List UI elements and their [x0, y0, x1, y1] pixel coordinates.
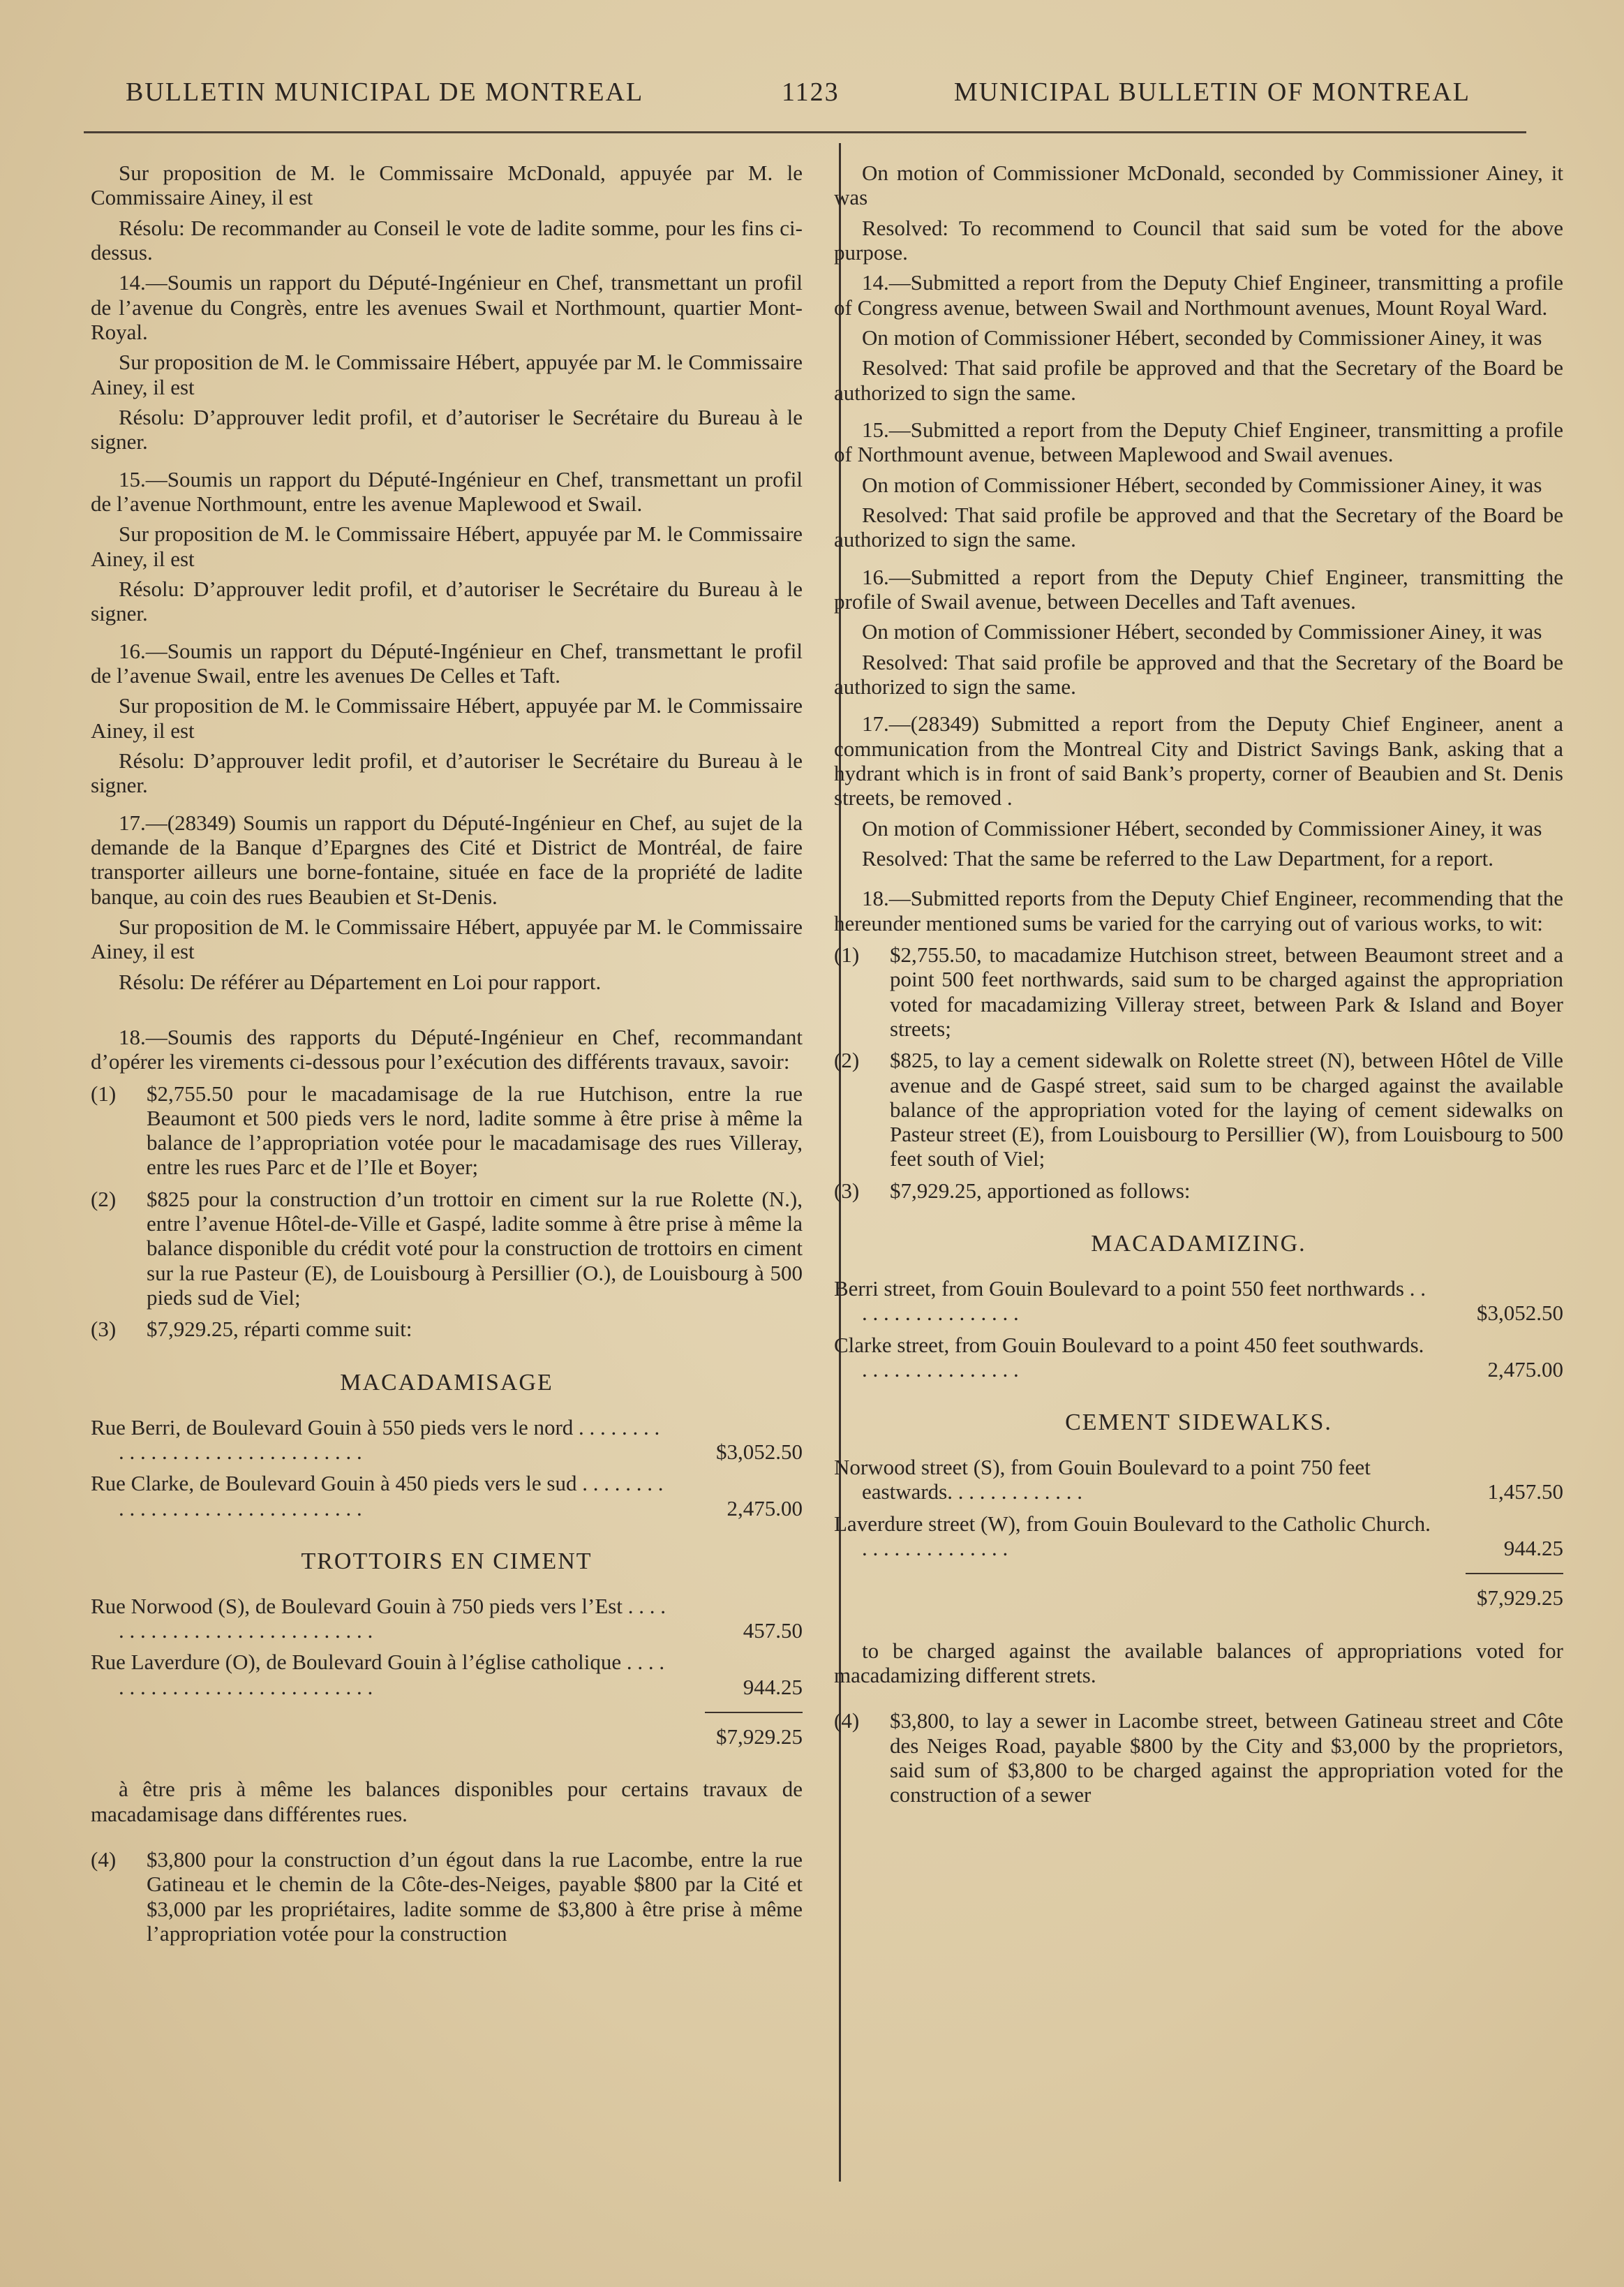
entry-description: Laverdure street (W), from Gouin Boulevard to the Catholic Church. . . . . . . . . . . . . . . — [834, 1511, 1431, 1560]
paragraph: On motion of Commissioner Hébert, seconded by Commissioner Ainey, it was — [862, 472, 1542, 497]
paragraph: Résolu: D’approuver ledit profil, et d’autoriser le Secrétaire du Bureau à le signer. — [91, 404, 803, 454]
item-text: $7,929.25, réparti comme suit: — [147, 1317, 412, 1342]
paragraph: Resolved: That said profile be approved and that the Secretary of the Board be authorized to sign the same. — [834, 649, 1563, 699]
paragraph: 16.—Submitted a report from the Deputy Chief Engineer, transmitting the profile of Swail avenue, between Decelles and Taft avenues. — [834, 564, 1563, 614]
total-amount: $7,929.25 — [716, 1724, 803, 1749]
paragraph: Résolu: D’approuver ledit profil, et d’autoriser le Secrétaire du Bureau à le signer. — [91, 576, 803, 626]
item-text: $3,800 pour la construction d’un égout dans la rue Lacombe, entre la rue Gatineau et le chemin de la Côte-des-Neiges, payable $800 par la Cité et $3,000 par les propriétaires, ladite somme de $3,800 à être prise à même l’appropriation votée pour la construction — [147, 1846, 803, 1946]
paragraph: à être pris à même les balances disponibles pour certains travaux de macadamisage dans différentes rues. — [91, 1777, 803, 1826]
item-text: $825, to lay a cement sidewalk on Rolette street (N), between Hôtel de Ville avenue and de Gaspé street, said sum to be charged against the available balance of the appropriation voted for the laying of cement sidewalks on Pasteur street (E), from Louisbourg to Persillier (W), from Louisbourg to 500 feet south of Viel; — [890, 1048, 1563, 1171]
entry-amount: 457.50 — [743, 1618, 803, 1643]
paragraph: Sur proposition de M. le Commissaire Hébert, appuyée par M. le Commissaire Ainey, il est — [91, 693, 803, 743]
paragraph: On motion of Commissioner Hébert, seconded by Commissioner Ainey, it was — [862, 619, 1542, 644]
item-text: $3,800, to lay a sewer in Lacombe street, between Gatineau street and Côte des Neiges Road, payable $800 by the City and $3,000 by the proprietors, said sum of $3,800 to be charged against the appropriation voted for the construction of a sewer — [890, 1708, 1563, 1807]
item-number: (3) — [91, 1317, 117, 1342]
page-number: 1123 — [782, 77, 840, 107]
ledger-entry — [834, 1333, 1563, 1382]
english-column — [834, 161, 1563, 1813]
paragraph: Resolved: To recommend to Council that said sum be voted for the above purpose. — [834, 215, 1563, 265]
ledger-entry — [91, 1650, 803, 1699]
paragraph: On motion of Commissioner Hébert, seconded by Commissioner Ainey, it was — [862, 815, 1542, 841]
entry-amount: 2,475.00 — [727, 1495, 803, 1520]
entry-description: Rue Laverdure (O), de Boulevard Gouin à l’église catholique . . . . . . . . . . . . . . . . . . . . . . . . . . . . — [91, 1650, 665, 1699]
paragraph: Resolved: That the same be referred to the Law Department, for a report. — [862, 845, 1493, 871]
item-text: $7,929.25, apportioned as follows: — [890, 1178, 1191, 1203]
total-rule — [705, 1712, 803, 1713]
item-text: $2,755.50, to macadamize Hutchison street, between Beaumont street and a point 500 feet northwards, said sum to be charged against the appropriation voted for macadamizing Villeray street, between Park & Island and Boyer streets; — [890, 942, 1563, 1041]
entry-description: Clarke street, from Gouin Boulevard to a point 450 feet southwards. . . . . . . . . . . . . . . . — [834, 1332, 1424, 1382]
paragraph: 17.—(28349) Soumis un rapport du Député-Ingénieur en Chef, au sujet de la demande de la Banque d’Epargnes des Cité et District de Montréal, de faire transporter ailleurs une borne-fontaine, située en face de la propriété de ladite banque, au coin des rues Beaubien et St-Denis. — [91, 810, 803, 909]
french-column — [91, 161, 803, 1951]
ledger-entry — [91, 1594, 803, 1643]
paragraph: 18.—Submitted reports from the Deputy Chief Engineer, recommending that the hereunder mentioned sums be varied for the carrying out of various works, to wit: — [834, 886, 1563, 935]
entry-description: Rue Clarke, de Boulevard Gouin à 450 pieds vers le sud . . . . . . . . . . . . . . . . . . . . . . . . . . . . . . . — [91, 1471, 664, 1520]
list-item — [91, 1187, 803, 1310]
paragraph: Résolu: De référer au Département en Loi pour rapport. — [119, 969, 602, 994]
paragraph: Résolu: D’approuver ledit profil, et d’autoriser le Secrétaire du Bureau à le signer. — [91, 748, 803, 798]
entry-amount: $3,052.50 — [716, 1439, 803, 1464]
paragraph: 16.—Soumis un rapport du Député-Ingénieur en Chef, transmettant le profil de l’avenue Swail, entre les avenues De Celles et Taft. — [91, 638, 803, 688]
paragraph: 15.—Soumis un rapport du Député-Ingénieur en Chef, transmettant un profil de l’avenue Northmount, entre les avenue Maplewood et Swail. — [91, 466, 803, 516]
ledger-entry — [91, 1415, 803, 1465]
section-heading: CEMENT SIDEWALKS. — [1065, 1409, 1332, 1436]
item-text: $825 pour la construction d’un trottoir en ciment sur la rue Rolette (N.), entre l’avenue Hôtel-de-Ville et Gaspé, ladite somme à être prise à même la balance disponible du crédit voté pour la construction de trottoirs en ciment sur la rue Pasteur (E), de Louisbourg à Persillier (O.), de Louisbourg à 500 pieds sud de Viel; — [147, 1186, 803, 1310]
paragraph: to be charged against the available balances of appropriations voted for macadamizing different strets. — [834, 1638, 1563, 1687]
ledger-entry — [834, 1276, 1563, 1326]
item-number: (2) — [834, 1048, 860, 1073]
item-number: (3) — [834, 1178, 860, 1203]
paragraph: Resolved: That said profile be approved and that the Secretary of the Board be authorized to sign the same. — [834, 355, 1563, 405]
list-item — [91, 1081, 803, 1180]
header-title-en: MUNICIPAL BULLETIN OF MONTREAL — [953, 77, 1470, 107]
entry-amount: 944.25 — [1503, 1535, 1563, 1560]
item-number: (1) — [91, 1081, 117, 1106]
list-item — [91, 1317, 803, 1341]
entry-amount: 2,475.00 — [1487, 1356, 1563, 1382]
paragraph: 18.—Soumis des rapports du Député-Ingénieur en Chef, recommandant d’opérer les virements ci-dessous pour l’exécution des différents travaux, savoir: — [91, 1024, 803, 1074]
item-number: (2) — [91, 1186, 117, 1211]
paragraph: 15.—Submitted a report from the Deputy Chief Engineer, transmitting a profile of Northmount avenue, between Maplewood and Swail avenues. — [834, 417, 1563, 467]
list-item — [834, 942, 1563, 1041]
item-text: $2,755.50 pour le macadamisage de la rue Hutchison, entre la rue Beaumont et 500 pieds vers le nord, ladite somme à être prise à même la balance de l’appropriation votée pour le macadamisage des rues Villeray, entre les rues Parc et de l’Ile et Boyer; — [147, 1081, 803, 1180]
section-heading: MACADAMIZING. — [1091, 1231, 1306, 1257]
entry-description: Norwood street (S), from Gouin Boulevard to a point 750 feet eastwards. . . . . . . . . . . . . — [834, 1454, 1371, 1504]
paragraph: On motion of Commissioner McDonald, seconded by Commissioner Ainey, it was — [834, 161, 1563, 210]
entry-description: Rue Berri, de Boulevard Gouin à 550 pieds vers le nord . . . . . . . . . . . . . . . . . . . . . . . . . . . . . . . — [91, 1414, 660, 1464]
list-item — [834, 1708, 1563, 1807]
paragraph: On motion of Commissioner Hébert, seconded by Commissioner Ainey, it was — [862, 325, 1542, 350]
entry-amount: $3,052.50 — [1477, 1301, 1563, 1326]
entry-amount: 944.25 — [743, 1674, 803, 1699]
paragraph: Sur proposition de M. le Commissaire Hébert, appuyée par M. le Commissaire Ainey, il est — [91, 914, 803, 964]
item-number: (1) — [834, 942, 860, 967]
paragraph: Resolved: That said profile be approved and that the Secretary of the Board be authorized to sign the same. — [834, 502, 1563, 552]
list-item — [91, 1847, 803, 1946]
section-heading: MACADAMISAGE — [340, 1369, 553, 1396]
item-number: (4) — [91, 1846, 117, 1872]
section-heading: TROTTOIRS EN CIMENT — [301, 1548, 593, 1574]
total-rule — [1466, 1573, 1563, 1574]
paragraph: 14.—Soumis un rapport du Député-Ingénieur en Chef, transmettant un profil de l’avenue du Congrès, entre les avenues Swail et Northmount, quartier Mont-Royal. — [91, 270, 803, 344]
entry-amount: 1,457.50 — [1487, 1479, 1563, 1504]
total-amount: $7,929.25 — [1477, 1585, 1563, 1611]
header-rule — [84, 131, 1526, 133]
page-header — [126, 77, 1498, 119]
paragraph: Sur proposition de M. le Commissaire Hébert, appuyée par M. le Commissaire Ainey, il est — [91, 350, 803, 399]
paragraph: 14.—Submitted a report from the Deputy Chief Engineer, transmitting a profile of Congress avenue, between Swail and Northmount avenues, Mount Royal Ward. — [834, 270, 1563, 320]
paragraph: 17.—(28349) Submitted a report from the Deputy Chief Engineer, anent a communication from the Montreal City and District Savings Bank, asking that a hydrant which is in front of said Bank’s property, corner of Beaubien and St. Denis streets, be removed . — [834, 711, 1563, 811]
ledger-entry — [834, 1455, 1563, 1504]
list-item — [834, 1178, 1563, 1203]
entry-description: Rue Norwood (S), de Boulevard Gouin à 750 pieds vers l’Est . . . . . . . . . . . . . . . . . . . . . . . . . . . . — [91, 1593, 666, 1643]
paragraph: Sur proposition de M. le Commissaire Hébert, appuyée par M. le Commissaire Ainey, il est — [91, 521, 803, 571]
list-item — [834, 1048, 1563, 1171]
item-number: (4) — [834, 1708, 860, 1733]
paragraph: Sur proposition de M. le Commissaire McDonald, appuyée par M. le Commissaire Ainey, il est — [91, 161, 803, 210]
ledger-entry — [91, 1471, 803, 1520]
header-title-fr: BULLETIN MUNICIPAL DE MONTREAL — [126, 77, 644, 107]
entry-description: Berri street, from Gouin Boulevard to a point 550 feet northwards . . . . . . . . . . . . . . . . . — [834, 1275, 1426, 1326]
paragraph: Résolu: De recommander au Conseil le vote de ladite somme, pour les fins ci-dessus. — [91, 215, 803, 265]
ledger-entry — [834, 1511, 1563, 1561]
